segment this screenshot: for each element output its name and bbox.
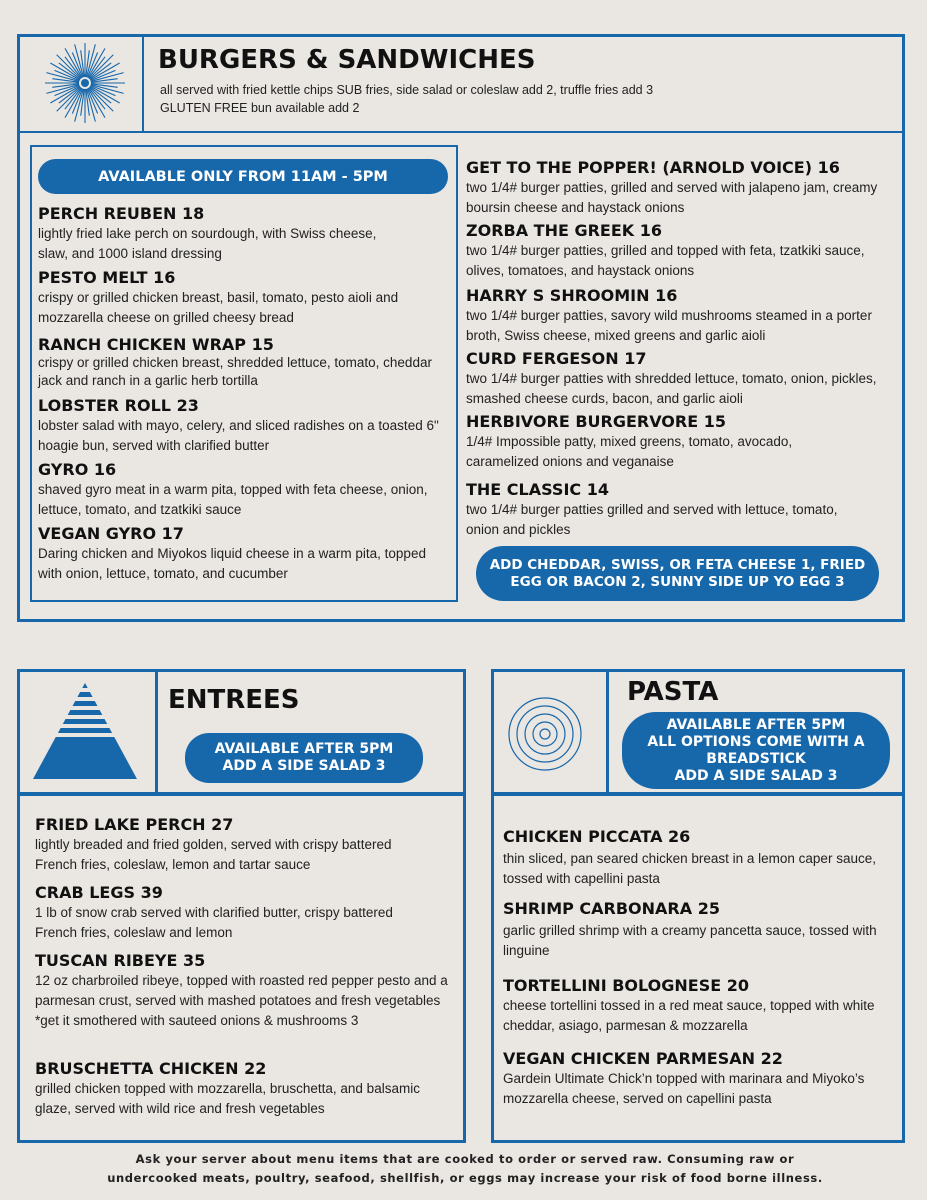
pyramid-icon [33, 683, 137, 780]
item-name: FRIED LAKE PERCH 27 [35, 815, 234, 834]
item-name: PERCH REUBEN 18 [38, 204, 205, 223]
burgers-title: BURGERS & SANDWICHES [158, 45, 536, 75]
item-name: CRAB LEGS 39 [35, 883, 163, 902]
pasta-icon-divider [606, 669, 609, 795]
item-name: RANCH CHICKEN WRAP 15 [38, 335, 274, 354]
menu-item [38, 460, 450, 520]
sunburst-icon [30, 38, 140, 128]
item-name: VEGAN GYRO 17 [38, 524, 184, 543]
item-description: lobster salad with mayo, celery, and sliced radishes on a toasted 6" hoagie bun, served with clarified butter [38, 418, 439, 453]
menu-item [38, 204, 450, 264]
item-description: 1 lb of snow crab served with clarified butter, crispy battered French fries, coleslaw and lemon [35, 905, 393, 940]
sunburst-ray [89, 55, 113, 79]
item-name: SHRIMP CARBONARA 25 [503, 899, 720, 918]
item-name: HARRY S SHROOMIN 16 [466, 286, 678, 305]
item-name: CHICKEN PICCATA 26 [503, 827, 691, 846]
menu-item [35, 883, 455, 943]
menu-item [503, 899, 895, 961]
item-addon-note: *get it smothered with sauteed onions & mushrooms 3 [35, 1013, 359, 1028]
burgers-header-divider [17, 131, 905, 133]
item-name: LOBSTER ROLL 23 [38, 396, 199, 415]
item-description: two 1/4# burger patties with shredded lettuce, tomato, onion, pickles, smashed cheese curds, bacon, and garlic aioli [466, 371, 877, 406]
pasta-note-line2: ALL OPTIONS COME WITH A [647, 733, 865, 750]
menu-item [38, 268, 450, 328]
item-description: Daring chicken and Miyokos liquid cheese in a warm pita, topped with onion, lettuce, tomato, and cucumber [38, 546, 426, 581]
burgers-addons-badge [476, 546, 879, 601]
menu-item [503, 1049, 895, 1109]
item-description: two 1/4# burger patties, savory wild mushrooms steamed in a porter broth, Swiss cheese, mixed greens and garlic aioli [466, 308, 872, 343]
menu-item [466, 158, 891, 218]
item-description: shaved gyro meat in a warm pita, topped with feta cheese, onion, lettuce, tomato, and tzatkiki sauce [38, 482, 428, 517]
menu-item [503, 827, 895, 889]
menu-item [466, 480, 891, 540]
item-description: crispy or grilled chicken breast, shredded lettuce, tomato, cheddar jack and ranch in a garlic herb tortilla [38, 355, 432, 388]
menu-item [38, 336, 450, 390]
item-name: HERBIVORE BURGERVORE 15 [466, 412, 726, 431]
addons-line2: EGG OR BACON 2, SUNNY SIDE UP YO EGG 3 [510, 573, 845, 590]
disclaimer-line1: Ask your server about menu items that are cooked to order or served raw. Consuming raw or [135, 1152, 795, 1166]
menu-item [35, 951, 455, 1031]
entrees-icon-divider [155, 669, 158, 795]
item-name: PESTO MELT 16 [38, 268, 176, 287]
item-description: lightly breaded and fried golden, served with crispy battered French fries, coleslaw, lemon and tartar sauce [35, 837, 392, 872]
item-description: garlic grilled shrimp with a creamy pancetta sauce, tossed with linguine [503, 923, 877, 958]
menu-item [503, 976, 895, 1036]
item-name: GYRO 16 [38, 460, 117, 479]
menu-item [38, 396, 450, 456]
burgers-subtitle-line2: GLUTEN FREE bun available add 2 [160, 101, 360, 115]
item-description: two 1/4# burger patties, grilled and served with jalapeno jam, creamy boursin cheese and haystack onions [466, 180, 878, 215]
item-name: CURD FERGESON 17 [466, 349, 647, 368]
disclaimer-line2: undercooked meats, poultry, seafood, shellfish, or eggs may increase your risk of food borne illness. [107, 1171, 823, 1185]
item-description: 12 oz charbroiled ribeye, topped with roasted red pepper pesto and a parmesan crust, served with mashed potatoes and fresh vegetables [35, 973, 448, 1008]
item-description: two 1/4# burger patties, grilled and topped with feta, tzatkiki sauce, olives, tomatoes, and haystack onions [466, 243, 865, 278]
burgers-availability-badge: AVAILABLE ONLY FROM 11AM - 5PM [38, 159, 448, 194]
sunburst-ray [57, 55, 81, 79]
item-name: THE CLASSIC 14 [466, 480, 609, 499]
menu-item [466, 349, 891, 409]
item-name: VEGAN CHICKEN PARMESAN 22 [503, 1049, 783, 1068]
food-safety-disclaimer [40, 1150, 890, 1188]
item-description: two 1/4# burger patties grilled and served with lettuce, tomato, onion and pickles [466, 502, 838, 537]
burgers-icon-divider [142, 34, 144, 132]
item-description: Gardein Ultimate Chick’n topped with marinara and Miyoko’s mozzarella cheese, served on capellini pasta [503, 1071, 865, 1106]
entrees-note-line1: AVAILABLE AFTER 5PM [214, 741, 394, 757]
item-name: GET TO THE POPPER! (ARNOLD VOICE) 16 [466, 158, 840, 177]
item-description: cheese tortellini tossed in a red meat sauce, topped with white cheddar, asiago, parmesan & mozzarella [503, 998, 875, 1033]
item-description: lightly fried lake perch on sourdough, with Swiss cheese, slaw, and 1000 island dressing [38, 226, 377, 261]
menu-item [35, 815, 455, 875]
item-description: 1/4# Impossible patty, mixed greens, tomato, avocado, caramelized onions and veganaise [466, 434, 793, 469]
pasta-note-line3: BREADSTICK [706, 750, 806, 767]
item-description: crispy or grilled chicken breast, basil, tomato, pesto aioli and mozzarella cheese on grilled cheesy bread [38, 290, 399, 325]
menu-item [35, 1059, 455, 1119]
item-name: TORTELLINI BOLOGNESE 20 [503, 976, 749, 995]
pasta-availability-badge [622, 712, 890, 789]
sunburst-ray [57, 87, 81, 111]
item-name: ZORBA THE GREEK 16 [466, 221, 663, 240]
entrees-note-line2: ADD A SIDE SALAD 3 [222, 758, 386, 774]
pasta-title: PASTA [627, 677, 719, 707]
item-description: grilled chicken topped with mozzarella, bruschetta, and balsamic glaze, served with wild rice and fresh vegetables [35, 1081, 420, 1116]
addons-line1: ADD CHEDDAR, SWISS, OR FETA CHEESE 1, FRIED [489, 556, 866, 573]
entrees-availability-badge [185, 733, 423, 783]
menu-item [38, 524, 450, 584]
item-name: TUSCAN RIBEYE 35 [35, 951, 206, 970]
entrees-title: ENTREES [168, 685, 300, 715]
item-name: BRUSCHETTA CHICKEN 22 [35, 1059, 267, 1078]
burgers-subtitle-line1: all served with fried kettle chips SUB fries, side salad or coleslaw add 2, truffle fries add 3 [160, 83, 654, 97]
menu-item [466, 221, 891, 281]
sunburst-ray [89, 87, 113, 111]
concentric-circles-icon [500, 689, 590, 779]
menu-item [466, 412, 891, 472]
pasta-note-line4: ADD A SIDE SALAD 3 [674, 767, 838, 784]
item-description: thin sliced, pan seared chicken breast in a lemon caper sauce, tossed with capellini pasta [503, 851, 876, 886]
pasta-note-line1: AVAILABLE AFTER 5PM [666, 716, 846, 733]
menu-item [466, 286, 891, 346]
